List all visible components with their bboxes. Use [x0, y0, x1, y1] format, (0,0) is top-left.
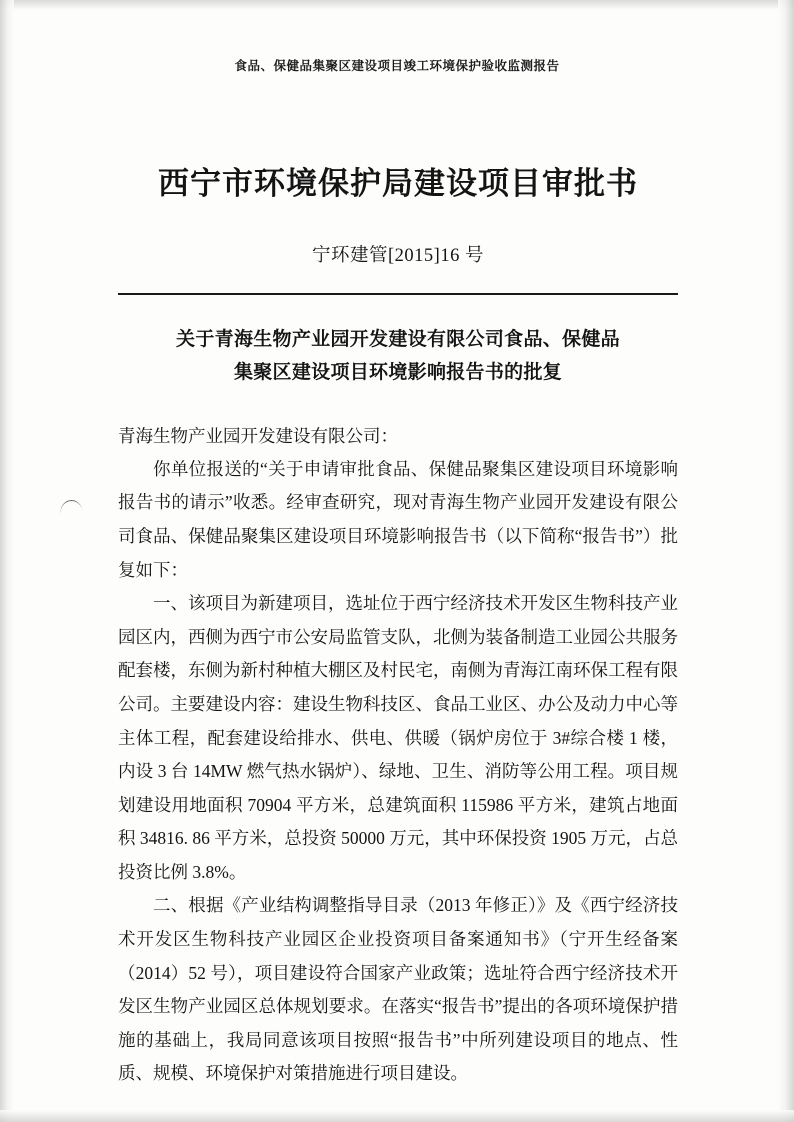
body-paragraph-1: 你单位报送的“关于申请审批食品、保健品聚集区建设项目环境影响报告书的请示”收悉。经审查研究，现对青海生物产业园开发建设有限公司食品、保健品聚集区建设项目环境影响报告书（以下简称“报告书”）批复如下：: [118, 458, 678, 580]
scan-edge-left: [0, 0, 14, 1122]
scan-edge-top: [0, 0, 794, 10]
scan-edge-right: [778, 0, 794, 1122]
document-body: [118, 140, 678, 1091]
salutation: 青海生物产业园开发建设有限公司：: [118, 425, 398, 446]
body-paragraph-3: 二、根据《产业结构调整指导目录（2013 年修正）》及《西宁经济技术开发区生物科技产业园区企业投资项目备案通知书》（宁开生经备案（2014）52 号），项目建设符合国家产业政策；选址符合西宁经济技术开发区生物产业园区总体规划要求。在落实“报告书”提出的各项环境保护措施的基础上，我局同意该项目按照“报告书”中所列建设项目的地点、性质、规模、环境保护对策措施进行项目建设。: [118, 895, 678, 1084]
scan-edge-bottom: [0, 1110, 794, 1122]
running-header: 食品、保健品集聚区建设项目竣工环境保护验收监测报告: [234, 59, 560, 73]
subject-line-2: 集聚区建设项目环境影响报告书的批复: [233, 362, 563, 384]
subject-line-1: 关于青海生物产业园开发建设有限公司食品、保健品: [176, 329, 620, 350]
handwritten-mark-icon: [59, 499, 83, 517]
document-number: 宁环建管[2015]16 号: [312, 246, 484, 266]
document-subject: [118, 323, 678, 390]
page-title: 西宁市环境保护局建设项目审批书: [158, 166, 638, 201]
title-divider: [118, 293, 678, 295]
body-paragraph-2: 一、该项目为新建项目，选址位于西宁经济技术开发区生物科技产业园区内，西侧为西宁市公安局监管支队，北侧为装备制造工业园公共服务配套楼，东侧为新村种植大棚区及村民宅，南侧为青海江南环保工程有限公司。主要建设内容：建设生物科技区、食品工业区、办公及动力中心等主体工程，配套建设给排水、供电、供暖（锅炉房位于 3#综合楼 1 楼，内设 3 台 14MW 燃气热水锅炉）、绿地、卫生、消防等公用工程。项目规划建设用地面积 70904 平方米，总建筑面积 115986 平方米，建筑占地面积 34816. 86 平方米，总投资 50000 万元，其中环保投资 1905 万元，占总投资比例 3.8%。: [118, 593, 678, 882]
